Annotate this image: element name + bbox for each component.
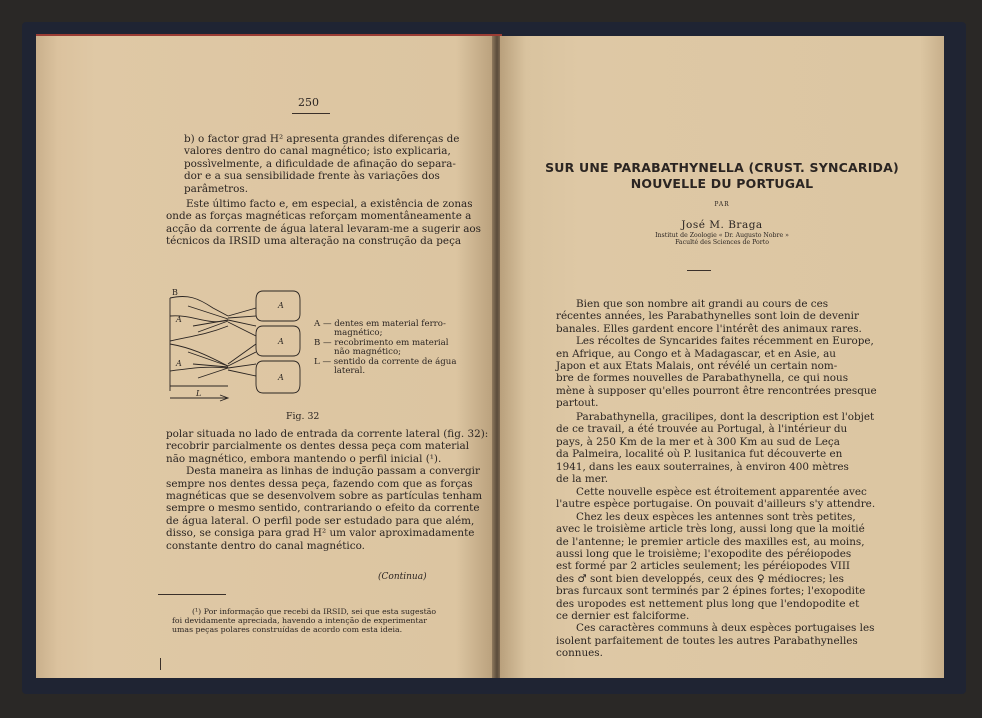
text-line: est formé par 2 articles seulement; les péréiopodes VIII [556, 560, 851, 573]
label-A: A [278, 337, 284, 346]
article-title-line2: NOUVELLE DU PORTUGAL [630, 176, 814, 191]
text-line: lateral. [334, 366, 366, 377]
text-line: foi devidamente apreciada, havendo a intenção de experimentar [172, 616, 427, 625]
text-line: l'autre espèce portugaise. On pouvait d'ailleurs s'y attendre. [556, 498, 876, 511]
text-line: sempre nos dentes dessa peça, fazendo com que as forças [166, 477, 473, 490]
text-line: pays, à 250 Km de la mer et à 300 Km au sud de Leça [556, 435, 840, 448]
left-page [36, 36, 494, 678]
by-label: PAR [714, 201, 730, 208]
text-line: valores dentro do canal magnético; isto explicaria, [184, 145, 451, 158]
paragraph-b [184, 133, 460, 195]
text-line: 1941, dans les eaux souterraines, à environ 400 mètres [556, 460, 849, 473]
text-line: da Palmeira, localité où P. lusitanica fut découverte en [556, 448, 843, 461]
text-line: partout. [556, 397, 599, 410]
page-number-rule [292, 113, 330, 114]
paragraph-3 [556, 486, 876, 660]
text-line: Japon et aux Etats Malais, ont révélé un certain nom- [556, 360, 838, 373]
label-A: A [176, 315, 182, 324]
text-line: polar situada no lado de entrada da corrente lateral (fig. 32): [166, 428, 489, 440]
text-line: recobrir parcialmente os dentes dessa peça com material [166, 440, 470, 453]
figure-legend [314, 320, 456, 376]
text-line: de ce travail, a été trouvée au Portugal, à l'intérieur du [556, 423, 848, 436]
text-line: Este último facto e, em especial, a existência de zonas [186, 198, 473, 210]
right-page [500, 36, 944, 678]
text-line: acção da corrente de água lateral levaram-me a sugerir aos [166, 222, 482, 235]
affiliation-line2: Faculté des Sciences de Porto [675, 239, 769, 246]
text-line: ce dernier est falciforme. [556, 610, 690, 623]
text-line: não magnético, embora mantendo o perfil inicial (¹). [166, 452, 442, 465]
text-line: disso, se consiga para grad H² um valor aproximadamente [166, 527, 475, 540]
text-line: magnéticas que se desenvolvem sobre as partículas tenham [166, 490, 483, 503]
text-line: des uropodes est nettement plus long que l'endopodite et [556, 597, 860, 610]
text-line: Parabathynella, gracilipes, dont la description est l'objet [576, 411, 875, 423]
text-line: mène à supposer qu'elles pourront être rencontrées presque [556, 384, 877, 397]
label-L: L [196, 389, 202, 398]
text-line: Desta maneira as linhas de indução passam a convergir [186, 465, 480, 478]
text-line: B — recobrimento em material [314, 337, 449, 348]
label-A: A [176, 359, 182, 368]
text-line: Chez les deux espèces les antennes sont très petites, [576, 510, 856, 523]
text-line: L — sentido da corrente de água [314, 356, 457, 367]
text-line: avec le troisième article très long, aussi long que la moitié [556, 523, 865, 536]
text-line: de água lateral. O perfil pode ser estudado para que além, [166, 514, 475, 527]
text-line: técnicos da IRSID uma alteração na construção da peça [166, 235, 462, 248]
affiliation-line1: Institut de Zoologie « Dr. Augusto Nobre » [655, 232, 789, 239]
text-line: Ces caractères communs à deux espèces portugaises les [576, 622, 875, 635]
text-line: Bien que son nombre ait grandi au cours de ces [576, 298, 829, 310]
text-line: Les récoltes de Syncarides faites récemment en Europe, [576, 335, 874, 348]
text-line: sempre o mesmo sentido, contrariando o efeito da corrente [166, 502, 480, 515]
margin-mark [160, 658, 161, 670]
paragraph-1 [166, 198, 482, 248]
text-line: magnético; [334, 328, 383, 339]
text-line: banales. Elles gardent encore l'intérêt des animaux rares. [556, 322, 862, 335]
text-line: bras furcaux sont terminés par 2 épines fortes; l'exopodite [556, 585, 866, 598]
text-line: parâmetros. [184, 182, 249, 195]
figure-32-diagram [168, 286, 308, 401]
text-line: constante dentro do canal magnético. [166, 539, 365, 552]
text-line: A — dentes em material ferro- [314, 319, 446, 329]
text-line: onde as forças magnéticas reforçam momentâneamente a [166, 210, 472, 223]
text-line: aussi long que le troisième; l'exopodite des péréiopodes [556, 548, 852, 561]
text-line: possìvelmente, a dificuldade de afinação do separa- [184, 157, 456, 170]
page-number: 250 [298, 96, 319, 109]
footnote-rule [158, 594, 226, 595]
paragraph-1 [556, 298, 877, 410]
figure-caption: Fig. 32 [286, 411, 320, 422]
label-A: A [278, 301, 284, 310]
text-line: isolent parfaitement de toutes les autres Parabathynelles [556, 634, 858, 647]
text-line: de l'antenne; le premier article des maxilles est, au moins, [556, 535, 865, 548]
text-line: en Afrique, au Congo et à Madagascar, et en Asie, au [556, 347, 836, 360]
label-A: A [278, 373, 284, 382]
paragraph-2 [166, 428, 489, 552]
author-name: José M. Braga [681, 219, 763, 231]
text-line: bre de formes nouvelles de Parabathynella, ce qui nous [556, 372, 849, 385]
text-line: (¹) Por informação que recebi da IRSID, sei que esta sugestão [192, 607, 437, 616]
label-B: B [172, 288, 178, 297]
text-line: não magnético; [334, 347, 402, 358]
text-line: b) o factor grad H² apresenta grandes diferenças de [184, 133, 460, 145]
text-line: de la mer. [556, 473, 609, 486]
text-line: umas peças polares construídas de acordo com esta ideia. [172, 625, 403, 634]
continua-note: (Continua) [378, 572, 427, 582]
text-line: récentes années, les Parabathynelles sont loin de devenir [556, 310, 859, 323]
article-title-line1: SUR UNE PARABATHYNELLA (CRUST. SYNCARIDA) [545, 160, 899, 175]
text-line: Cette nouvelle espèce est étroitement apparentée avec [576, 486, 867, 498]
footnote [172, 607, 442, 634]
text-line: connues. [556, 647, 603, 660]
paragraph-2 [556, 411, 875, 486]
text-line: des ♂ sont bien developpés, ceux des ♀ médiocres; les [556, 572, 844, 585]
text-line: dor e a sua sensibilidade frente às variações dos [184, 170, 440, 183]
title-rule [687, 270, 711, 271]
